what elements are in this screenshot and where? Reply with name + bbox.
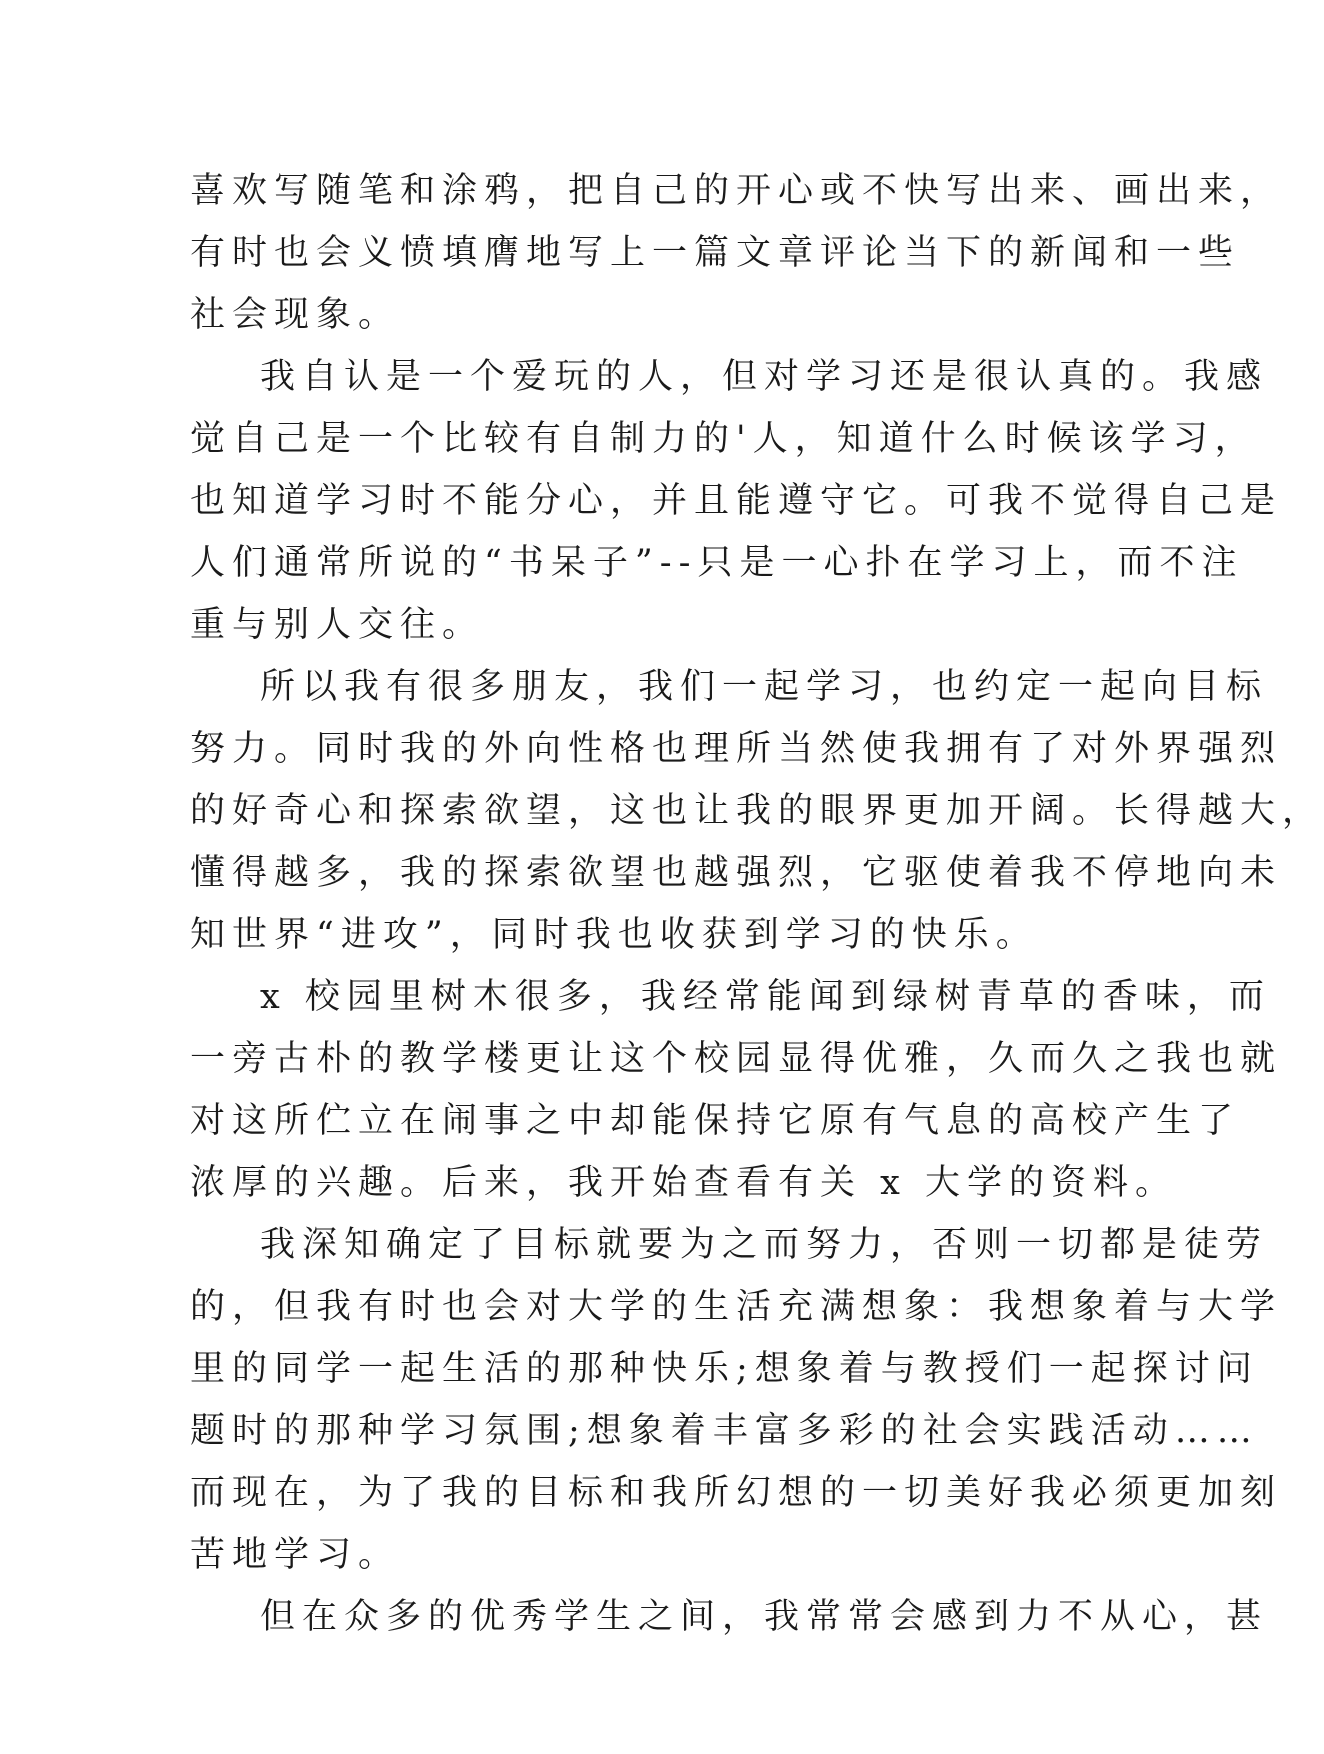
text-line: 社会现象。 (190, 295, 401, 335)
text-line: 知世界“进攻”，同时我也收获到学习的快乐。 (190, 915, 1038, 955)
paragraph-first-line: 但在众多的优秀学生之间，我常常会感到力不从心，甚 (260, 1597, 1269, 1637)
paragraph-first-line: 我深知确定了目标就要为之而努力，否则一切都是徒劳 (260, 1225, 1269, 1265)
text-line: 对这所伫立在闹事之中却能保持它原有气息的高校产生了 (190, 1101, 1241, 1141)
text-line: 的好奇心和探索欲望，这也让我的眼界更加开阔。长得越大， (190, 791, 1324, 831)
text-line: 人们通常所说的“书呆子”--只是一心扑在学习上，而不注 (190, 543, 1244, 583)
text-line: 重与别人交往。 (190, 605, 485, 645)
body-text (190, 160, 1324, 1648)
text-line: 有时也会义愤填膺地写上一篇文章评论当下的新闻和一些 (190, 233, 1241, 273)
text-line: 努力。同时我的外向性格也理所当然使我拥有了对外界强烈 (190, 729, 1283, 769)
text-line: 而现在，为了我的目标和我所幻想的一切美好我必须更加刻 (190, 1473, 1283, 1513)
paragraph-first-line: 我自认是一个爱玩的人，但对学习还是很认真的。我感 (260, 357, 1269, 397)
text-line: 喜欢写随笔和涂鸦，把自己的开心或不快写出来、画出来， (190, 171, 1283, 211)
text-line: 的，但我有时也会对大学的生活充满想象：我想象着与大学 (190, 1287, 1283, 1327)
text-line: 题时的那种学习氛围;想象着丰富多彩的社会实践活动…… (190, 1411, 1259, 1451)
text-line: 懂得越多，我的探索欲望也越强烈，它驱使着我不停地向未 (190, 853, 1283, 893)
paragraph-first-line: x 校园里树木很多，我经常能闻到绿树青草的香味，而 (260, 977, 1271, 1017)
text-line: 也知道学习时不能分心，并且能遵守它。可我不觉得自己是 (190, 481, 1283, 521)
paragraph-first-line: 所以我有很多朋友，我们一起学习，也约定一起向目标 (260, 667, 1269, 707)
text-line: 苦地学习。 (190, 1535, 401, 1575)
text-line: 觉自己是一个比较有自制力的'人，知道什么时候该学习， (190, 419, 1257, 459)
text-line: 一旁古朴的教学楼更让这个校园显得优雅，久而久之我也就 (190, 1039, 1283, 1079)
text-line: 里的同学一起生活的那种快乐;想象着与教授们一起探讨问 (190, 1349, 1259, 1389)
text-line: 浓厚的兴趣。后来，我开始查看有关 x 大学的资料。 (190, 1163, 1177, 1203)
